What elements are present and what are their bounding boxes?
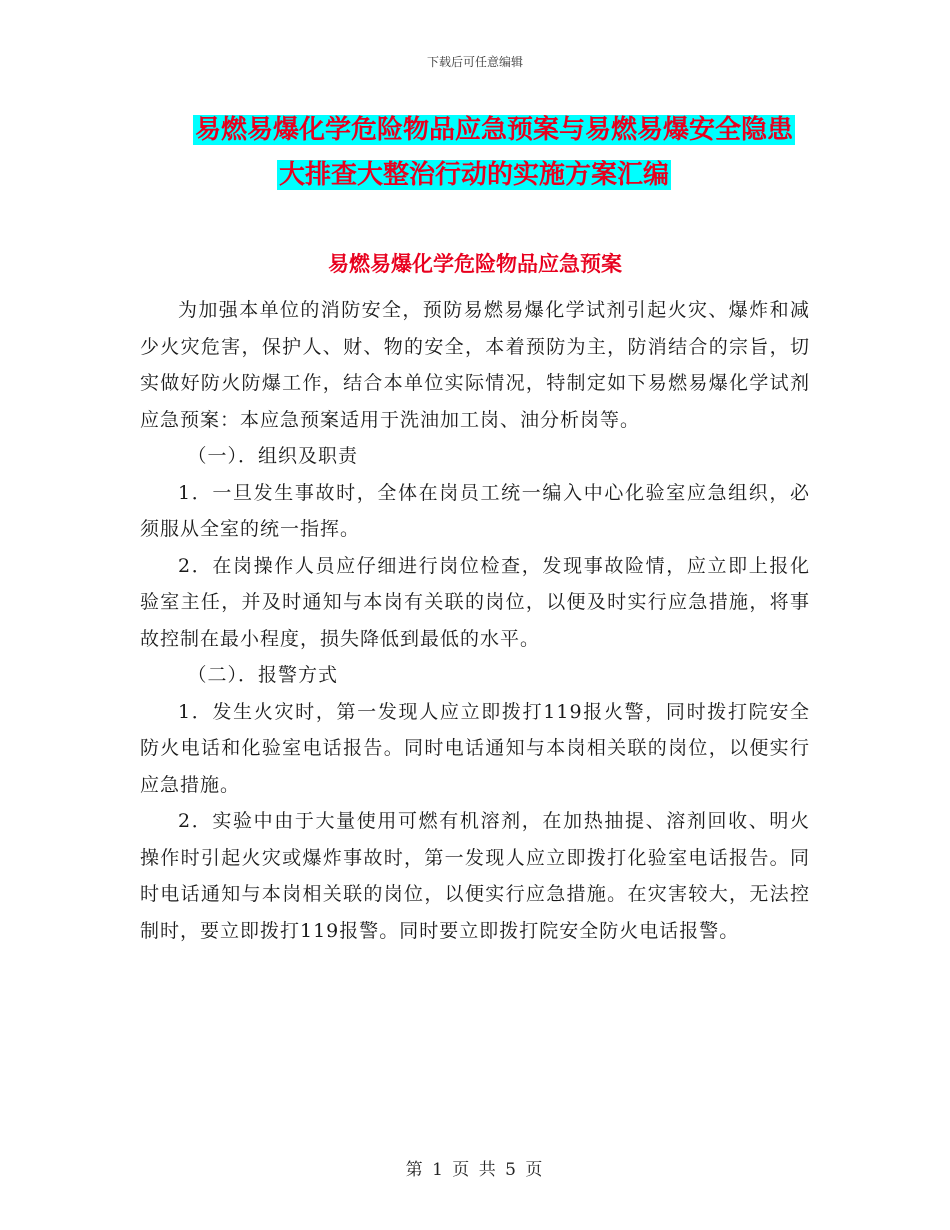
document-body	[140, 292, 810, 949]
page-footer: 第 1 页 共 5 页	[405, 1160, 545, 1180]
paragraph-org-2: 2．在岗操作人员应仔细进行岗位检查，发现事故险情，应立即上报化验室主任，并及时通知与本岗有关联的岗位，以便及时实行应急措施，将事故控制在最小程度，损失降低到最低的水平。	[140, 554, 810, 650]
page-header: 下载后可任意编辑	[426, 55, 523, 69]
document-title-line-2-text: 大排查大整治行动的实施方案汇编	[279, 160, 670, 190]
paragraph-alarm-1: 1．发生火灾时，第一发现人应立即拨打119报火警，同时拨打院安全防火电话和化验室电话报告。同时电话通知与本岗相关联的岗位，以便实行应急措施。	[140, 700, 810, 796]
paragraph-org-1: 1．一旦发生事故时，全体在岗员工统一编入中心化验室应急组织，必须服从全室的统一指挥。	[140, 481, 810, 540]
heading-alarm: （二）．报警方式	[187, 664, 339, 686]
paragraph-alarm-2: 2．实验中由于大量使用可燃有机溶剂，在加热抽提、溶剂回收、明火操作时引起火灾或爆炸事故时，第一发现人应立即拨打化验室电话报告。同时电话通知与本岗相关联的岗位，以便实行应急措施。在灾害较大，无法控制时，要立即拨打119报警。同时要立即拨打院安全防火电话报警。	[140, 810, 810, 942]
section-title: 易燃易爆化学危险物品应急预案	[328, 252, 622, 276]
paragraph-intro: 为加强本单位的消防安全，预防易燃易爆化学试剂引起火灾、爆炸和减少火灾危害，保护人、财、物的安全，本着预防为主，防消结合的宗旨，切实做好防火防爆工作，结合本单位实际情况，特制定如下易燃易爆化学试剂应急预案：本应急预案适用于洗油加工岗、油分析岗等。	[140, 299, 810, 431]
document-title-line-2	[0, 157, 950, 193]
document-title-line-1-text: 易燃易爆化学危险物品应急预案与易燃易爆安全隐患	[195, 115, 794, 145]
heading-organization: （一）．组织及职责	[187, 445, 359, 467]
document-title-line-1	[0, 112, 950, 148]
